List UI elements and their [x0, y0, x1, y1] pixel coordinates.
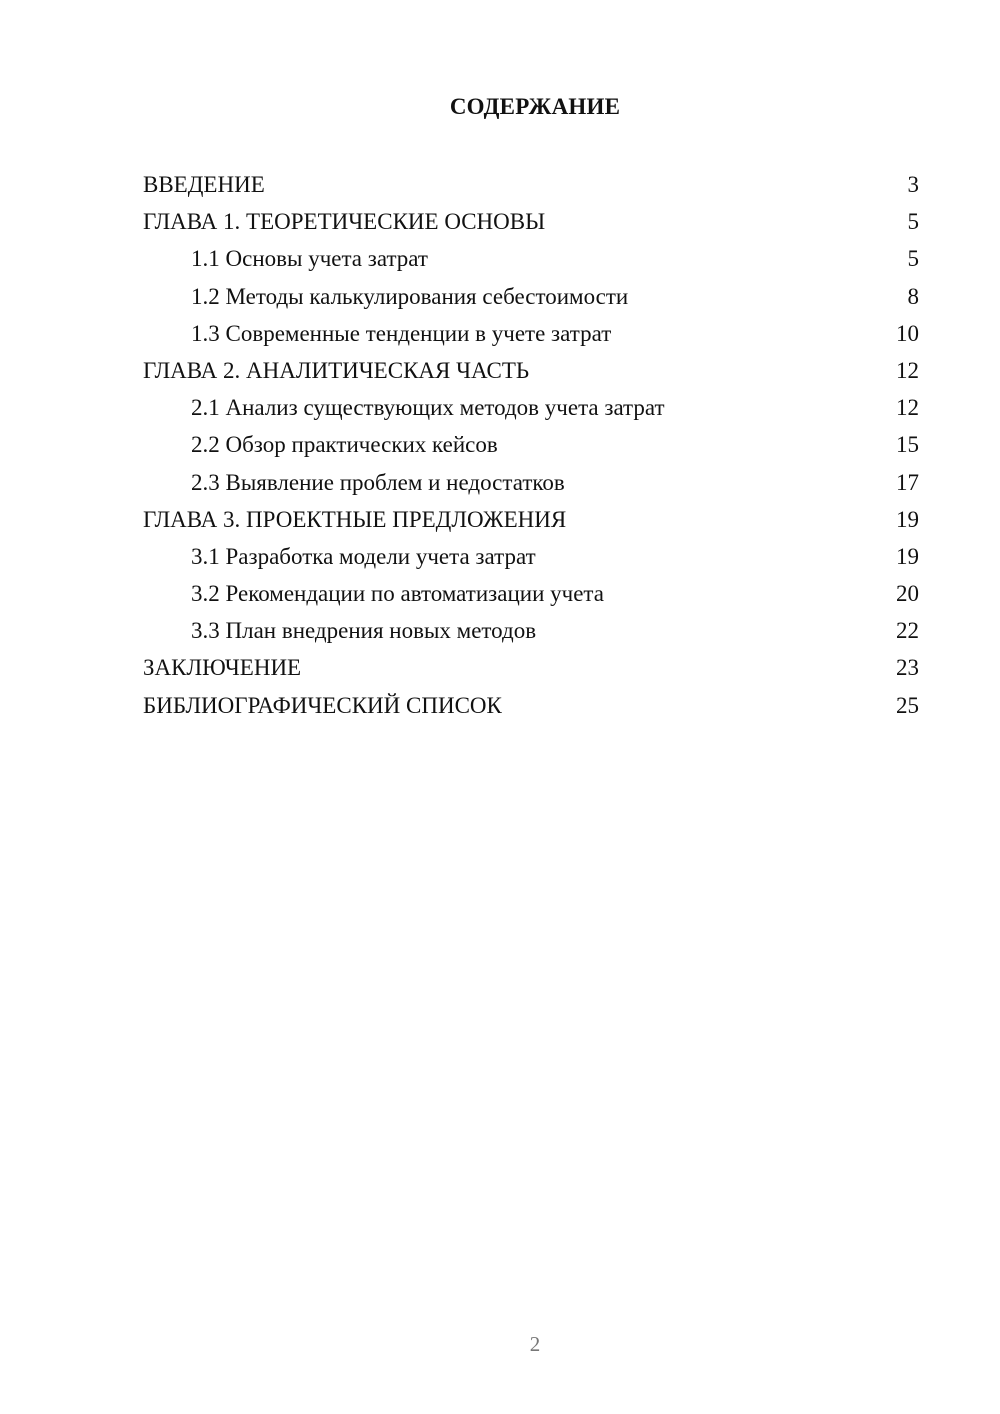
toc-entry-label: 3.2 Рекомендации по автоматизации учета — [191, 581, 604, 607]
toc-entry-page: 17 — [896, 469, 919, 495]
toc-entry-page: 19 — [896, 543, 919, 569]
toc-entry-chapter-2 — [143, 352, 919, 389]
toc-entry-page: 3 — [907, 172, 919, 197]
toc-entry-page: 23 — [896, 655, 919, 681]
toc-entry-label: 2.1 Анализ существующих методов учета затрат — [191, 395, 665, 421]
toc-entry-section-1-1 — [143, 240, 919, 277]
toc-entry-conclusion — [143, 649, 919, 686]
toc-entry-label: ЗАКЛЮЧЕНИЕ — [143, 655, 302, 681]
toc-entry-label: ГЛАВА 1. ТЕОРЕТИЧЕСКИЕ ОСНОВЫ — [143, 209, 546, 235]
toc-entry-introduction — [143, 166, 919, 203]
toc-entry-label: БИБЛИОГРАФИЧЕСКИЙ СПИСОК — [143, 692, 502, 718]
toc-entry-section-2-3 — [143, 464, 919, 501]
toc-entry-page: 5 — [907, 246, 919, 272]
toc-entry-section-1-2 — [143, 278, 919, 315]
toc-entry-page: 10 — [896, 320, 919, 346]
toc-entry-page: 8 — [907, 283, 919, 309]
toc-entry-page: 25 — [896, 692, 919, 718]
toc-entry-label: 1.2 Методы калькулирования себестоимости — [191, 283, 629, 309]
table-of-contents — [143, 166, 919, 724]
page-title: СОДЕРЖАНИЕ — [449, 94, 621, 119]
toc-entry-label: 3.1 Разработка модели учета затрат — [191, 543, 536, 569]
toc-entry-label: 2.3 Выявление проблем и недостатков — [191, 469, 565, 495]
toc-entry-section-2-1 — [143, 389, 919, 426]
toc-entry-label: 2.2 Обзор практических кейсов — [191, 432, 498, 458]
page-number: 2 — [529, 1332, 541, 1356]
toc-entry-chapter-3 — [143, 501, 919, 538]
toc-entry-page: 19 — [896, 506, 919, 532]
toc-entry-section-3-2 — [143, 575, 919, 612]
toc-entry-page: 5 — [907, 209, 919, 235]
toc-entry-page: 12 — [896, 357, 919, 383]
toc-entry-bibliography — [143, 687, 919, 724]
toc-entry-label: ГЛАВА 3. ПРОЕКТНЫЕ ПРЕДЛОЖЕНИЯ — [143, 506, 567, 532]
toc-entry-label: 1.3 Современные тенденции в учете затрат — [191, 320, 612, 346]
toc-entry-chapter-1 — [143, 203, 919, 240]
toc-entry-page: 12 — [896, 395, 919, 421]
toc-entry-label: ГЛАВА 2. АНАЛИТИЧЕСКАЯ ЧАСТЬ — [143, 357, 530, 383]
toc-entry-label: ВВЕДЕНИЕ — [143, 172, 265, 197]
toc-entry-section-3-1 — [143, 538, 919, 575]
toc-entry-label: 3.3 План внедрения новых методов — [191, 618, 537, 644]
toc-entry-section-2-2 — [143, 426, 919, 463]
toc-entry-label: 1.1 Основы учета затрат — [191, 246, 428, 272]
toc-entry-page: 20 — [896, 581, 919, 607]
toc-entry-section-1-3 — [143, 315, 919, 352]
toc-entry-page: 22 — [896, 618, 919, 644]
toc-entry-page: 15 — [896, 432, 919, 458]
toc-entry-section-3-3 — [143, 612, 919, 649]
